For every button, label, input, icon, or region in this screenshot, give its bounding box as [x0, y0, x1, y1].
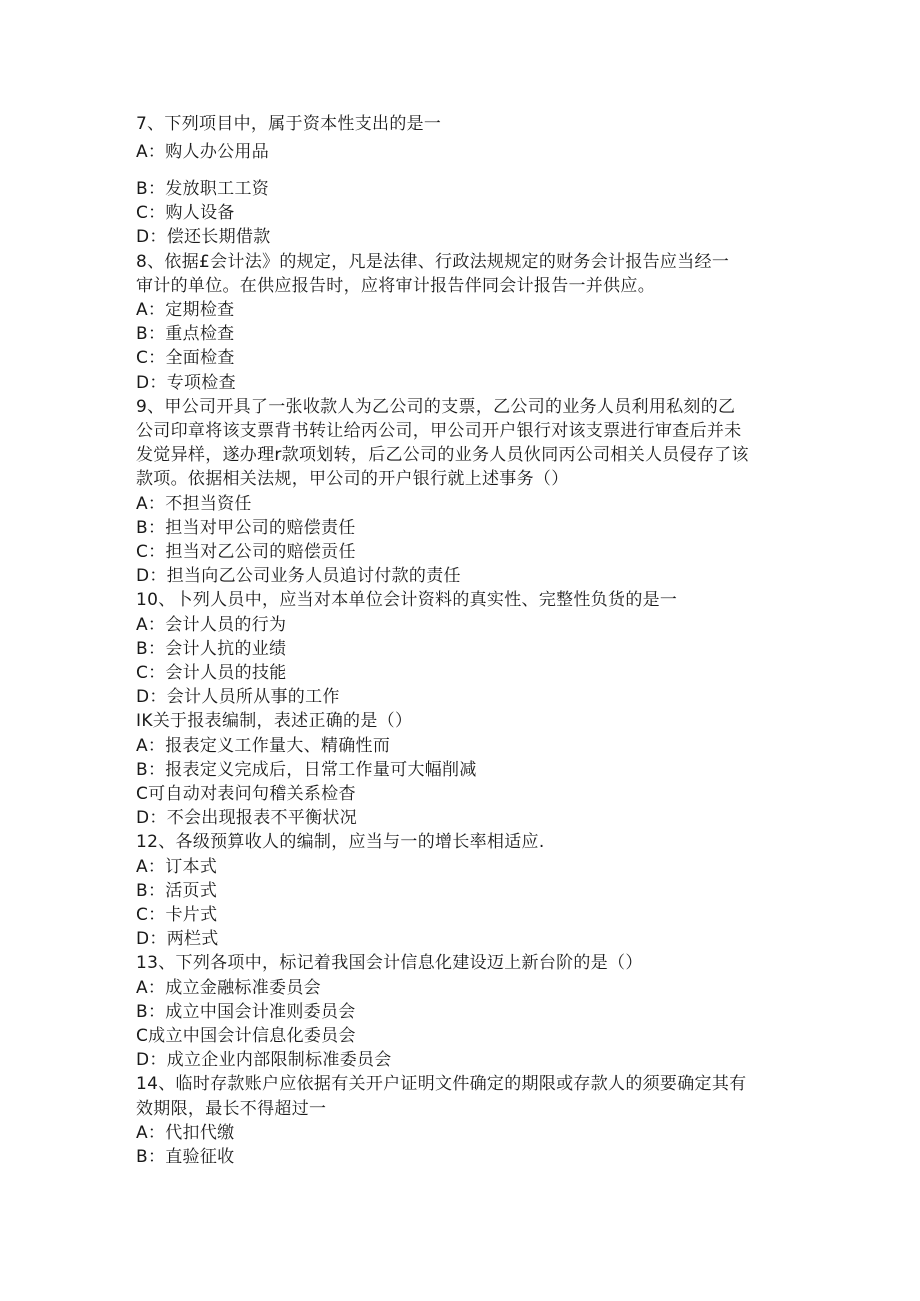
- question-9-stem-line-3: 发觉异样，遂办理r款项划转，后乙公司的业务人员伙同丙公司相关人员侵存了该: [136, 445, 749, 465]
- question-9-option-b: B：担当对甲公司的赔偿责任: [136, 518, 356, 538]
- question-11-option-d: D：不会出现报表不平衡状况: [136, 808, 357, 828]
- question-10-option-d: D：会计人员所从事的工作: [136, 687, 340, 707]
- question-9-stem-line-1: 9、甲公司开具了一张收款人为乙公司的支票，乙公司的业务人员利用私刻的乙: [136, 397, 736, 417]
- question-14-stem-line-1: 14、临时存款账户应依据有关开户证明文件确定的期限或存款人的须要确定其有: [136, 1074, 747, 1094]
- question-12-option-d: D：两栏式: [136, 929, 219, 949]
- question-11-stem: IK关于报表编制，表述正确的是（）: [136, 711, 413, 731]
- question-10-stem: 10、卜列人员中，应当对本单位会计资料的真实性、完整性负货的是一: [136, 590, 678, 610]
- question-9-option-d: D：担当向乙公司业务人员追讨付款的责任: [136, 566, 461, 586]
- question-7-option-b: B：发放职工工资: [136, 179, 270, 199]
- question-9-stem-line-2: 公司印章将该支票背书转让给丙公司，甲公司开户银行对该支票进行审查后并未: [136, 421, 742, 441]
- question-12-option-c: C：卡片式: [136, 905, 218, 925]
- question-8-stem-line-2: 审计的单位。在供应报告时，应将审计报告伴同会计报告一并供应。: [136, 276, 655, 296]
- question-13-stem: 13、下列各项中，标记着我国会计信息化建设迈上新台阶的是（）: [136, 953, 643, 973]
- question-11-option-b: B：报表定义完成后，日常工作量可大幅削减: [136, 760, 477, 780]
- question-7-option-a: A：购人办公用品: [136, 142, 270, 162]
- question-9-option-a: A：不担当资任: [136, 494, 252, 514]
- question-10-option-b: B：会计人抗的业绩: [136, 639, 287, 659]
- question-13-option-a: A：成立金融标准委员会: [136, 978, 321, 998]
- question-8-stem-line-1: 8、依据£会计法》的规定，凡是法律、行政法规规定的财务会计报告应当经一: [136, 252, 730, 272]
- question-7-option-c: C：购人设备: [136, 203, 235, 223]
- question-13-option-b: B：成立中国会计准则委员会: [136, 1002, 356, 1022]
- question-14-option-b: B：直验征收: [136, 1147, 235, 1167]
- question-10-option-a: A：会计人员的行为: [136, 615, 287, 635]
- question-11-option-a: A：报表定义工作量大、精确性而: [136, 736, 391, 756]
- question-14-stem-line-2: 效期限，最长不得超过一: [136, 1099, 327, 1119]
- question-7-stem: 7、下列项目中，属于资本性支出的是一: [136, 114, 442, 134]
- question-10-option-c: C：会计人员的技能: [136, 663, 287, 683]
- question-11-option-c: C可自动对表问句稽关系检杳: [136, 784, 356, 804]
- question-8-option-b: B：重点检查: [136, 324, 235, 344]
- question-14-option-a: A：代扣代缴: [136, 1123, 235, 1143]
- question-12-stem: 12、各级预算收人的编制，应当与一的增长率相适应.: [136, 832, 545, 852]
- question-12-option-a: A：订本式: [136, 857, 218, 877]
- question-9-option-c: C：担当对乙公司的赔偿贡任: [136, 542, 356, 562]
- question-8-option-a: A：定期检查: [136, 300, 235, 320]
- question-7-option-d: D：偿还长期借款: [136, 227, 271, 247]
- question-9-stem-line-4: 款项。依据相关法规，甲公司的开户银行就上述事务（）: [136, 469, 569, 489]
- question-8-option-c: C：全面检查: [136, 348, 235, 368]
- question-12-option-b: B：活页式: [136, 881, 218, 901]
- question-8-option-d: D：专项检查: [136, 373, 236, 393]
- question-13-option-d: D：成立企业内部限制标准委员会: [136, 1050, 392, 1070]
- question-13-option-c: C成立中国会计信息化委员会: [136, 1026, 356, 1046]
